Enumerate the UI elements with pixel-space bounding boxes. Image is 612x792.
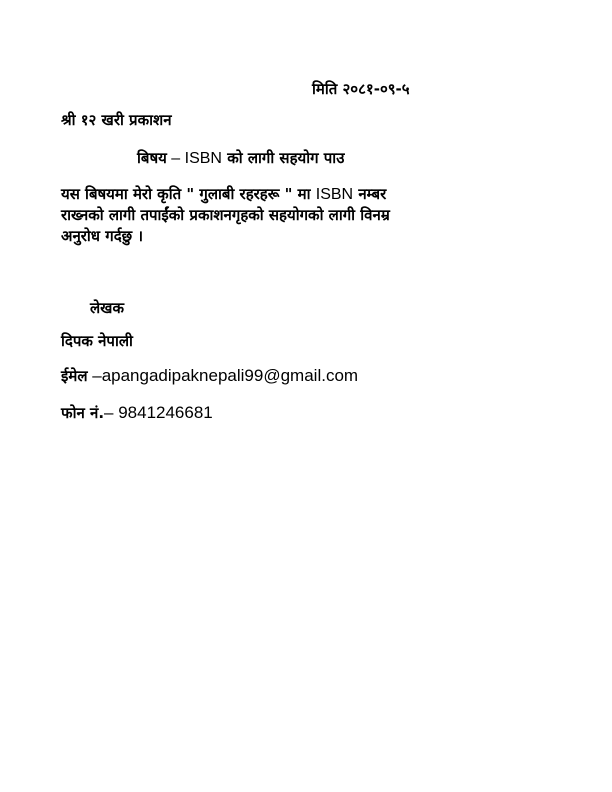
phone-value: – 9841246681 — [104, 403, 213, 422]
subject-line — [137, 148, 344, 169]
body-line-1-isbn: ISBN — [315, 186, 354, 203]
letter-body — [61, 184, 551, 247]
email-value: –apangadipaknepali99@gmail.com — [87, 366, 359, 385]
author-label: लेखक — [90, 299, 124, 317]
body-line-1-part-1: यस बिषयमा मेरो कृति " गुलाबी रहरहरू " मा — [61, 185, 316, 203]
email-line — [61, 366, 358, 386]
body-line-2: राख्नको लागी तपाईंको प्रकाशनगृहको सहयोगको लागी विनम्र — [61, 206, 390, 224]
subject-isbn: ISBN — [184, 150, 222, 167]
author-name: दिपक नेपाली — [61, 332, 133, 350]
phone-line — [61, 403, 213, 423]
letter-date: मिति २०८१-०९-५ — [312, 80, 410, 98]
phone-label: फोन नं. — [61, 404, 105, 422]
addressee: श्री १२ खरी प्रकाशन — [61, 111, 172, 129]
subject-rest: को लागी सहयोग पाउ — [221, 149, 345, 167]
body-line-3: अनुरोध गर्दछु । — [61, 227, 144, 245]
body-line-1-part-2: नम्बर — [353, 185, 387, 203]
body-line-1 — [61, 184, 551, 205]
subject-dash: – — [166, 150, 185, 167]
email-label: ईमेल — [61, 367, 88, 385]
subject-label: बिषय — [137, 149, 167, 167]
